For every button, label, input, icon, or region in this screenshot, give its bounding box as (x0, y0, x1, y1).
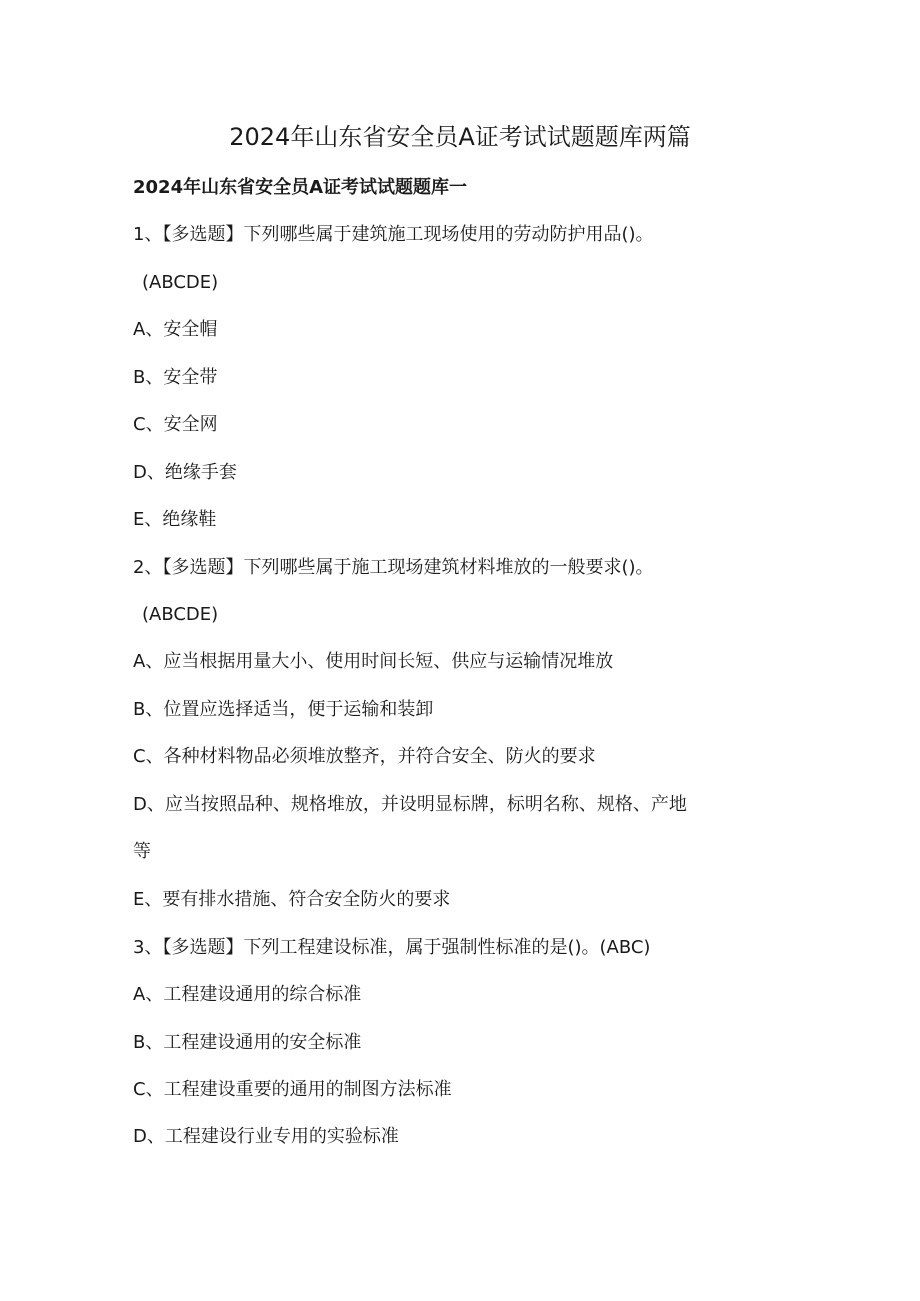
question-1-option-b: B、安全带 (133, 367, 218, 388)
section-subtitle: 2024年山东省安全员A证考试试题题库一 (133, 177, 468, 198)
question-2-option-c: C、各种材料物品必须堆放整齐，并符合安全、防火的要求 (133, 746, 596, 767)
question-2-option-d-continued: 等 (133, 841, 151, 862)
question-3-option-c: C、工程建设重要的通用的制图方法标准 (133, 1079, 452, 1100)
document-title: 2024年山东省安全员A证考试试题题库两篇 (229, 123, 691, 151)
question-3-option-b: B、工程建设通用的安全标准 (133, 1032, 362, 1053)
question-1-option-d: D、绝缘手套 (133, 462, 237, 483)
question-2-answer: (ABCDE) (142, 604, 219, 625)
question-2-stem: 2、【多选题】下列哪些属于施工现场建筑材料堆放的一般要求()。 (133, 557, 654, 578)
question-3-option-d: D、工程建设行业专用的实验标准 (133, 1126, 399, 1147)
question-2-option-d: D、应当按照品种、规格堆放，并设明显标牌，标明名称、规格、产地 (133, 794, 687, 815)
question-1-option-c: C、安全网 (133, 414, 218, 435)
question-2-option-a: A、应当根据用量大小、使用时间长短、供应与运输情况堆放 (133, 651, 614, 672)
question-1-stem: 1、【多选题】下列哪些属于建筑施工现场使用的劳动防护用品()。 (133, 224, 654, 245)
question-1-option-e: E、绝缘鞋 (133, 509, 217, 530)
question-1-answer: (ABCDE) (142, 272, 219, 293)
question-2-option-e: E、要有排水措施、符合安全防火的要求 (133, 889, 451, 910)
question-3-option-a: A、工程建设通用的综合标准 (133, 984, 362, 1005)
question-2-option-b: B、位置应选择适当，便于运输和装卸 (133, 699, 434, 720)
question-1-option-a: A、安全帽 (133, 319, 218, 340)
question-3-stem: 3、【多选题】下列工程建设标准，属于强制性标准的是()。(ABC) (133, 937, 651, 958)
